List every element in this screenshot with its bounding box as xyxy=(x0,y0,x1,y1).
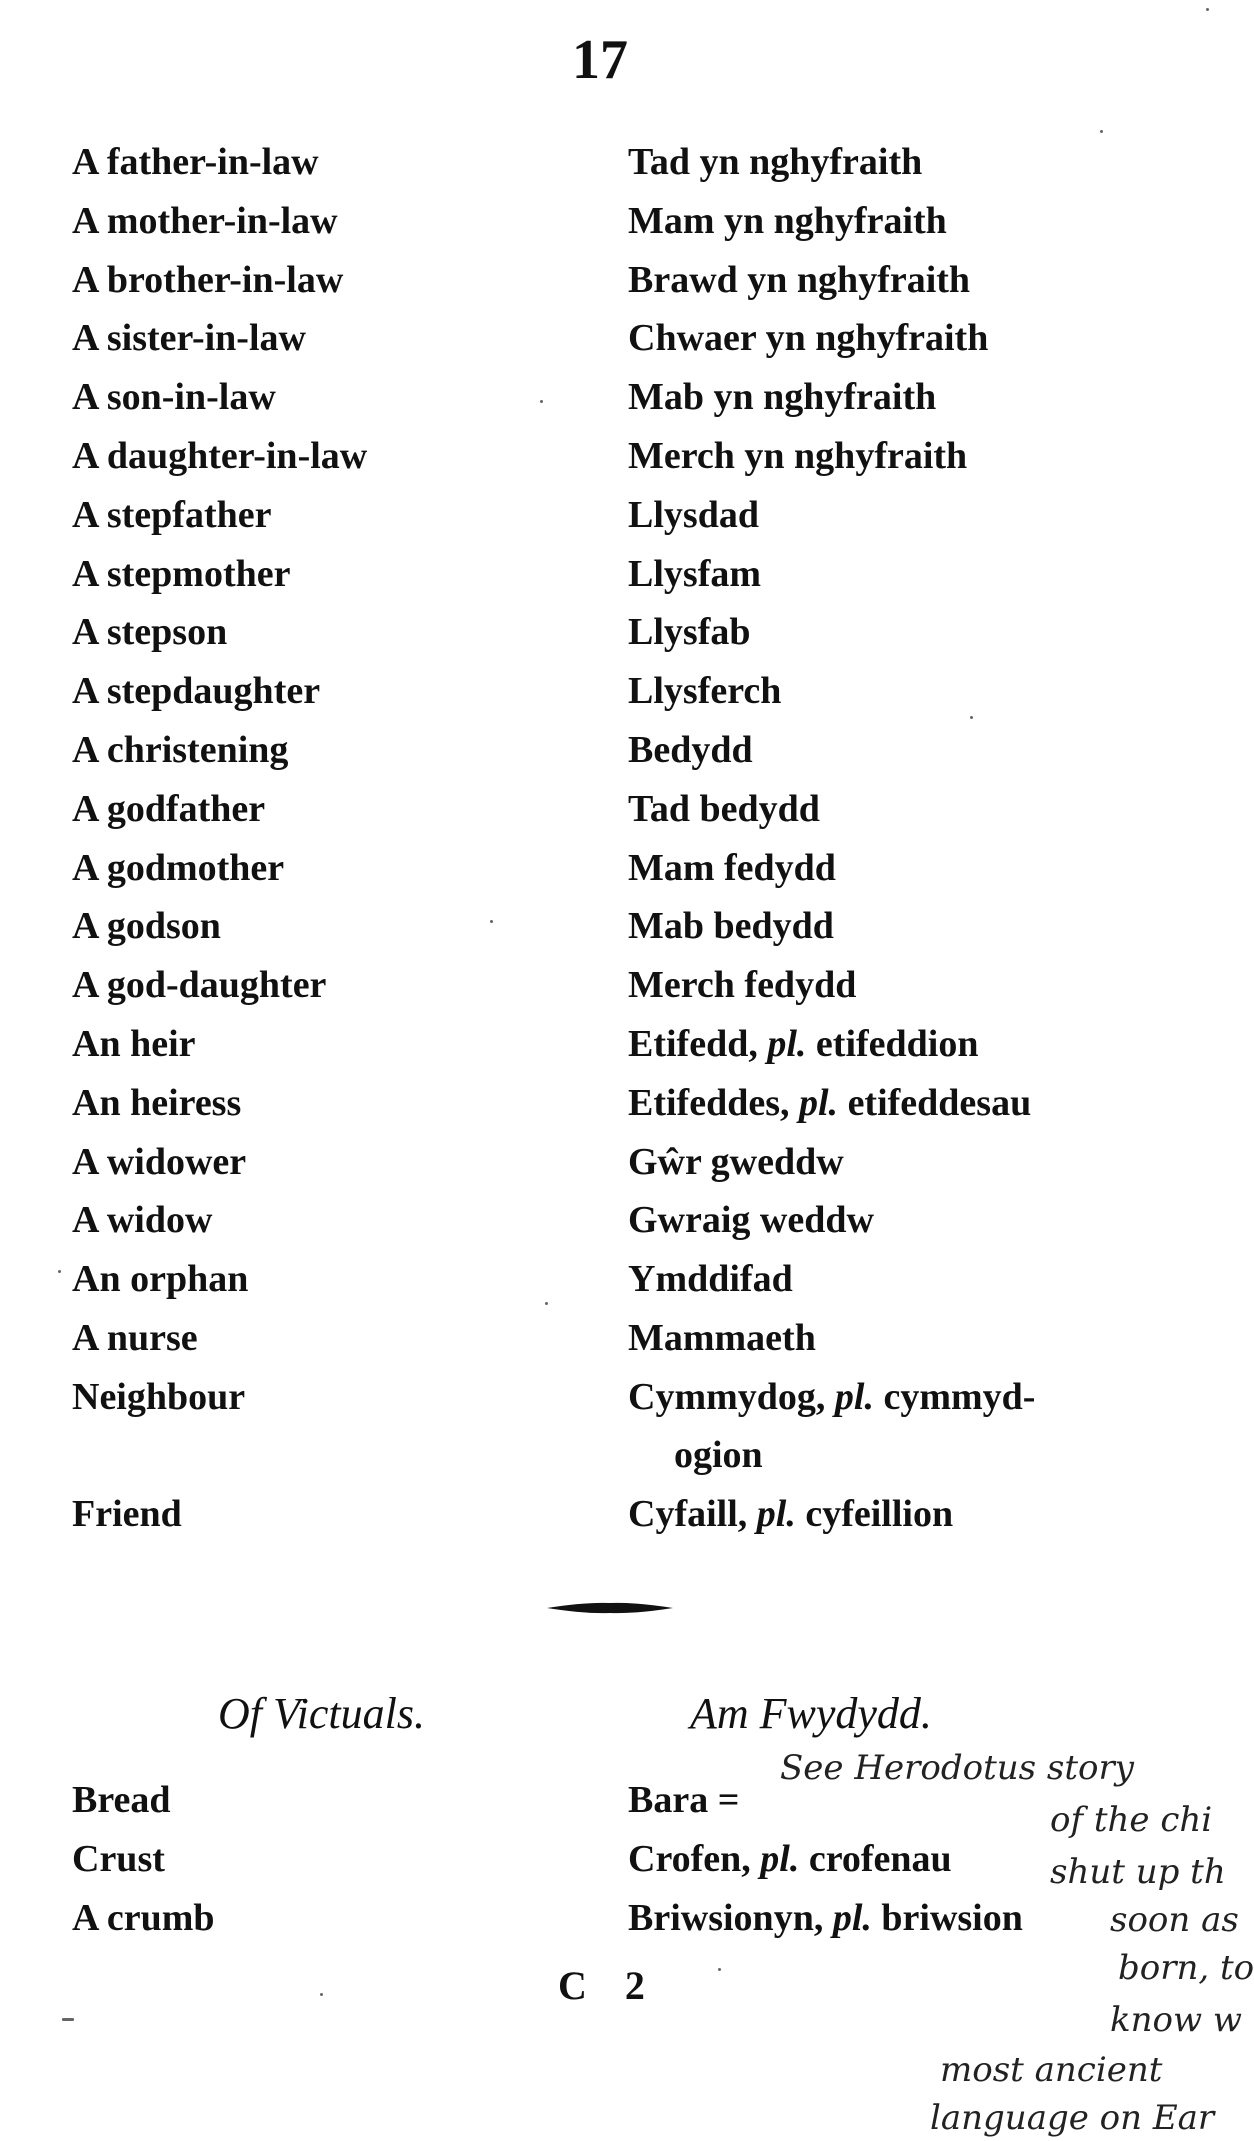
handwritten-line: See Herodotus story xyxy=(780,1748,1134,1788)
entry-row xyxy=(0,375,1254,433)
welsh-singular: Llysferch xyxy=(628,670,782,713)
english-term: A mother-in-law xyxy=(72,199,338,242)
welsh-term xyxy=(628,258,970,302)
entry-row xyxy=(0,552,1254,610)
entry-row xyxy=(0,1022,1254,1080)
welsh-singular: Crofen, xyxy=(628,1838,751,1880)
english-term: Bread xyxy=(72,1779,171,1821)
handwritten-line: born, to xyxy=(1118,1948,1254,1988)
welsh-singular: Mam fedydd xyxy=(628,846,836,889)
welsh-term xyxy=(628,1837,952,1881)
entry-row xyxy=(0,1140,1254,1198)
welsh-singular: Etifeddes, xyxy=(628,1081,790,1124)
entry-row xyxy=(0,1081,1254,1139)
welsh-term xyxy=(628,846,836,890)
welsh-term xyxy=(628,375,936,419)
welsh-term xyxy=(628,552,761,596)
welsh-singular: Gwraig weddw xyxy=(628,1199,874,1242)
entry-row xyxy=(0,669,1254,727)
welsh-singular: Bedydd xyxy=(628,729,753,771)
plural-abbrev: pl. xyxy=(760,1838,800,1880)
entry-row xyxy=(0,1492,1254,1550)
english-term: A godfather xyxy=(72,787,266,830)
welsh-term xyxy=(628,610,750,654)
english-term: A stepfather xyxy=(72,493,272,536)
welsh-term xyxy=(628,904,834,948)
welsh-singular: Llysdad xyxy=(628,493,759,536)
section-divider xyxy=(545,1598,675,1618)
entry-row xyxy=(0,728,1254,786)
entry-row xyxy=(0,787,1254,845)
welsh-singular: Tad yn nghyfraith xyxy=(628,141,923,183)
welsh-term xyxy=(628,434,967,478)
english-term: A nurse xyxy=(72,1317,198,1359)
english-term: A stepdaughter xyxy=(72,670,321,713)
welsh-singular: Ymddifad xyxy=(628,1258,793,1301)
welsh-plural: etifeddesau xyxy=(847,1081,1032,1124)
entry-row xyxy=(0,434,1254,492)
ink-speck xyxy=(545,1302,548,1305)
english-term: A stepson xyxy=(72,611,228,654)
ink-speck xyxy=(490,920,493,923)
english-term: Crust xyxy=(72,1838,165,1880)
english-term: An heiress xyxy=(72,1081,242,1124)
welsh-term xyxy=(628,728,753,772)
page-number: 17 xyxy=(572,29,628,91)
entry-row xyxy=(0,904,1254,962)
entry-continuation xyxy=(0,1433,1254,1491)
welsh-singular: Brawd yn nghyfraith xyxy=(628,258,971,301)
ink-speck xyxy=(1100,130,1103,133)
english-term: An orphan xyxy=(72,1258,249,1301)
handwritten-line: soon as xyxy=(1110,1900,1239,1940)
plural-abbrev: pl. xyxy=(767,1023,807,1065)
handwritten-line: language on Ear xyxy=(930,2098,1215,2138)
section-heading-english: Of Victuals. xyxy=(218,1689,425,1738)
plural-abbrev: pl. xyxy=(834,1375,874,1418)
signature-mark: C 2 xyxy=(558,1963,659,2008)
entry-row xyxy=(0,1257,1254,1315)
entry-row xyxy=(0,258,1254,316)
welsh-singular: Gŵr gweddw xyxy=(628,1140,844,1183)
welsh-singular: Mab bedydd xyxy=(628,905,834,948)
welsh-singular: Bara = xyxy=(628,1779,740,1821)
welsh-term xyxy=(628,1492,953,1536)
entry-row xyxy=(0,199,1254,257)
english-term: A brother-in-law xyxy=(72,258,344,301)
english-term: A daughter-in-law xyxy=(72,435,368,477)
english-term: A godson xyxy=(72,905,221,948)
ink-speck xyxy=(718,1968,721,1971)
handwritten-line: know w xyxy=(1110,2000,1242,2040)
welsh-term xyxy=(628,1198,874,1242)
entry-row xyxy=(0,610,1254,668)
welsh-plural: crofenau xyxy=(808,1838,952,1880)
welsh-plural: cyfeillion xyxy=(805,1493,954,1536)
ink-speck xyxy=(58,1270,61,1273)
entry-row xyxy=(0,1198,1254,1256)
ink-speck xyxy=(62,2018,74,2021)
entry-row xyxy=(0,493,1254,551)
welsh-singular: Mammaeth xyxy=(628,1317,816,1359)
english-term: A widower xyxy=(72,1140,247,1183)
welsh-term xyxy=(628,1316,816,1360)
welsh-singular: Merch yn nghyfraith xyxy=(628,435,968,477)
welsh-term xyxy=(628,1140,844,1184)
plural-abbrev: pl. xyxy=(756,1493,796,1536)
english-term: A sister-in-law xyxy=(72,317,306,360)
welsh-singular: Merch fedydd xyxy=(628,964,857,1007)
entry-row xyxy=(0,1375,1254,1433)
english-term: A father-in-law xyxy=(72,141,319,183)
welsh-term xyxy=(628,963,856,1007)
entry-row xyxy=(0,846,1254,904)
english-term: An heir xyxy=(72,1023,196,1065)
english-term: A son-in-law xyxy=(72,376,276,419)
welsh-term xyxy=(628,787,820,831)
welsh-term xyxy=(628,140,922,184)
welsh-term xyxy=(628,1081,1031,1125)
welsh-singular: Llysfab xyxy=(628,611,751,654)
welsh-plural: cymmyd- xyxy=(883,1375,1036,1418)
entry-row xyxy=(0,963,1254,1021)
welsh-plural: etifeddion xyxy=(815,1023,979,1065)
ink-speck xyxy=(540,400,543,403)
english-term: Neighbour xyxy=(72,1375,246,1418)
welsh-singular: Cymmydog, xyxy=(628,1375,826,1418)
welsh-term xyxy=(628,1375,1035,1419)
welsh-singular: Mam yn nghyfraith xyxy=(628,199,947,242)
welsh-singular: Etifedd, xyxy=(628,1023,758,1065)
english-term: A godmother xyxy=(72,846,285,889)
plural-abbrev: pl. xyxy=(799,1081,839,1124)
plural-abbrev: pl. xyxy=(832,1897,872,1939)
entry-row xyxy=(0,140,1254,198)
english-term: A christening xyxy=(72,729,289,771)
welsh-singular: Tad bedydd xyxy=(628,787,820,830)
welsh-singular: Chwaer yn nghyfraith xyxy=(628,317,989,360)
section-heading-welsh: Am Fwydydd. xyxy=(690,1689,932,1738)
welsh-term xyxy=(628,1257,793,1301)
welsh-term xyxy=(628,1896,1023,1940)
ink-speck xyxy=(1206,8,1209,11)
entry-row xyxy=(0,316,1254,374)
handwritten-line: most ancient xyxy=(940,2050,1163,2090)
ink-speck xyxy=(970,716,973,719)
english-term: A stepmother xyxy=(72,552,291,595)
ink-speck xyxy=(320,1993,323,1996)
english-term: A widow xyxy=(72,1199,213,1242)
entry-row xyxy=(0,1316,1254,1374)
welsh-term xyxy=(628,199,947,243)
welsh-plural-continued: ogion xyxy=(674,1433,763,1476)
handwritten-line: shut up th xyxy=(1050,1852,1226,1892)
welsh-term xyxy=(628,316,988,360)
welsh-term xyxy=(628,493,759,537)
welsh-term xyxy=(628,1778,739,1822)
english-term: A crumb xyxy=(72,1897,215,1939)
victual-row xyxy=(0,1896,1254,1954)
welsh-singular: Mab yn nghyfraith xyxy=(628,376,937,419)
welsh-term xyxy=(628,669,781,713)
english-term: A god-daughter xyxy=(72,964,327,1007)
welsh-singular: Briwsionyn, xyxy=(628,1897,824,1939)
welsh-singular: Cyfaill, xyxy=(628,1493,748,1536)
welsh-term xyxy=(628,1022,978,1066)
welsh-singular: Llysfam xyxy=(628,552,761,595)
welsh-plural: briwsion xyxy=(881,1897,1023,1939)
handwritten-line: of the chi xyxy=(1050,1800,1213,1840)
english-term: Friend xyxy=(72,1493,182,1536)
